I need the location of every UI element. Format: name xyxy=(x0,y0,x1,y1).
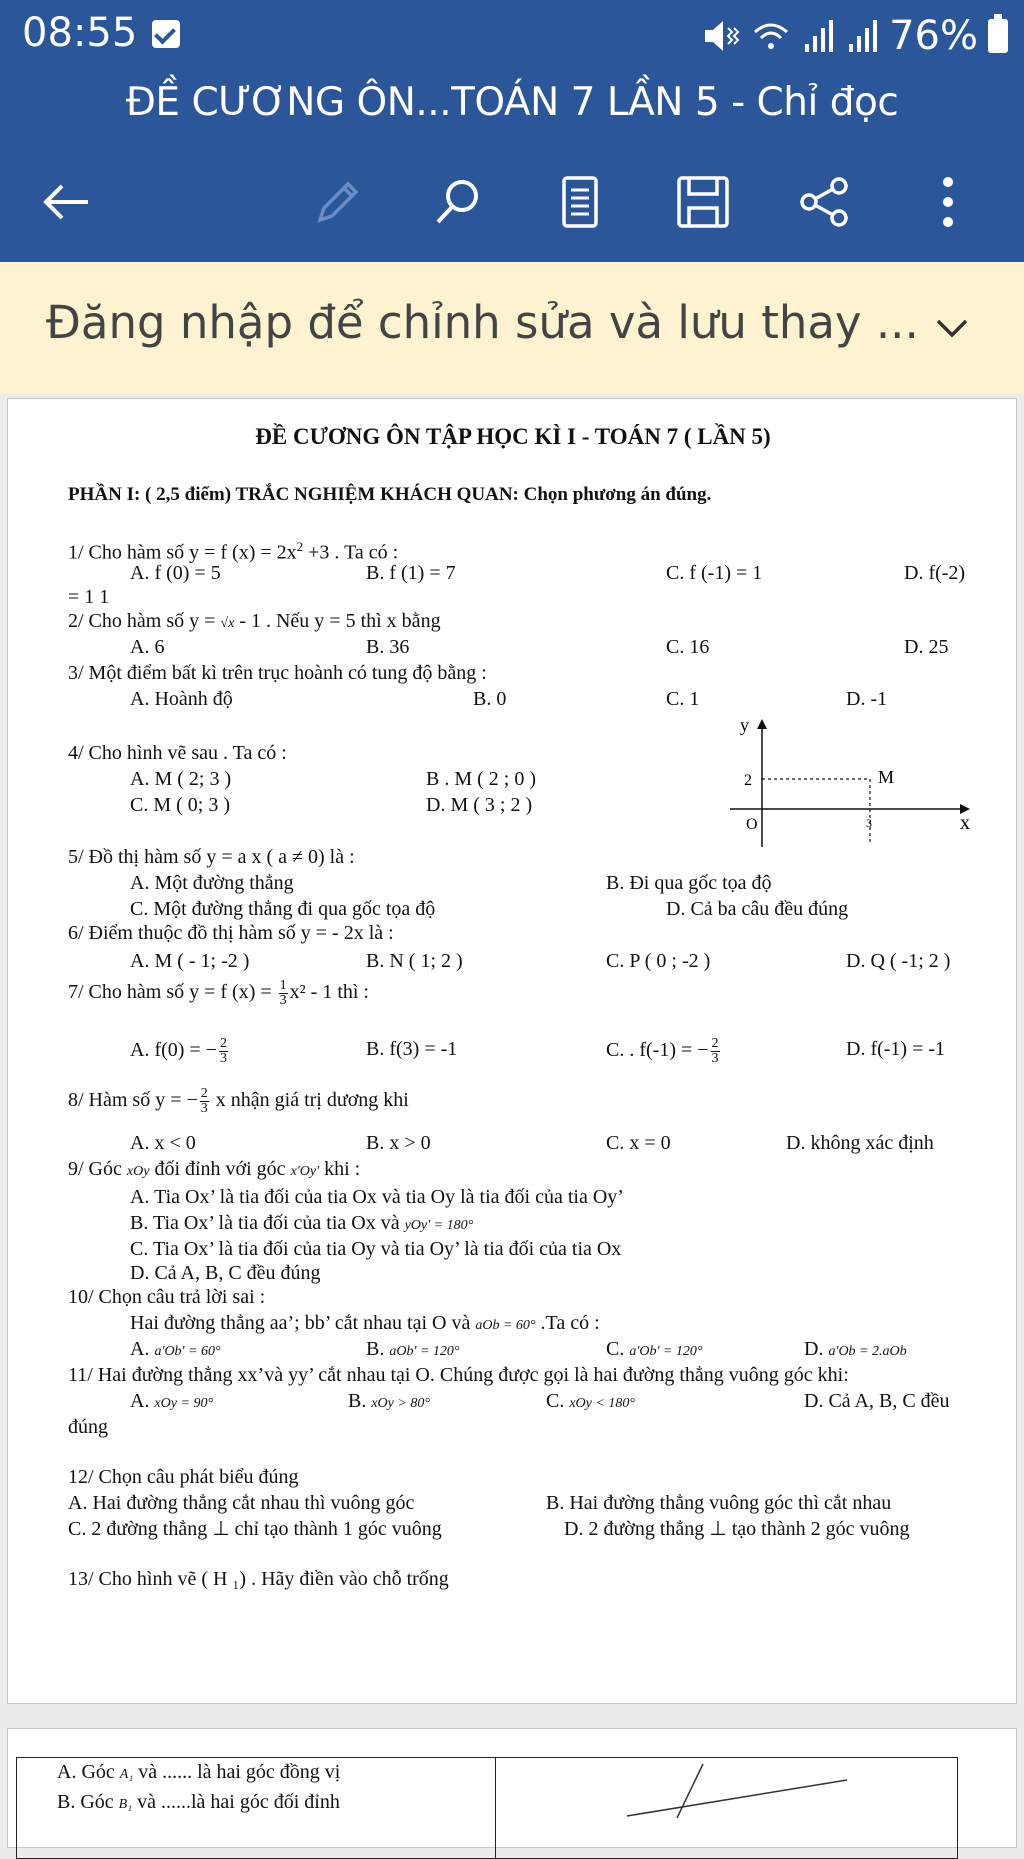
q1-text: 1/ Cho hàm số y = f $(x) = 2x^2 +3$ . Ta có : xyxy=(68,539,399,564)
search-button[interactable] xyxy=(418,162,498,242)
q1-option-d-cont: = 1 1 xyxy=(68,586,110,608)
q7-option-a: A. f(0) = − $\frac{2}{3}$ xyxy=(130,1036,227,1066)
q4-option-c: C. M ( 0; 3 ) xyxy=(130,794,230,816)
q10-line2: Hai đường thẳng aa’; bb’ cắt nhau tại O và aOb = 60° .Ta có : xyxy=(130,1312,600,1334)
q3-text: 3/ Một điểm bất kì trên trục hoành có tung độ bằng : xyxy=(68,662,487,684)
q4-text: 4/ Cho hình vẽ sau . Ta có : xyxy=(68,742,287,764)
save-button[interactable] xyxy=(663,162,743,242)
q9-option-b: B. Tia Ox’ là tia đối của tia Ox và yOy' = 180° xyxy=(130,1212,474,1234)
coordinate-graph xyxy=(728,717,978,847)
q12-text: 12/ Chọn câu phát biểu đúng xyxy=(68,1466,299,1488)
share-icon xyxy=(797,174,853,230)
figure-h1-partial xyxy=(617,1758,877,1818)
q5-option-d: D. Cả ba câu đều đúng xyxy=(666,898,849,920)
x-tick-label: 3 xyxy=(866,816,872,830)
q1-option-b: B. f (1) = 7 xyxy=(366,562,456,584)
q4-option-b: B . M ( 2 ; 0 ) xyxy=(426,768,536,790)
q3-option-c: C. 1 xyxy=(666,688,700,710)
sign-in-banner[interactable] xyxy=(0,262,1024,394)
app-bar xyxy=(0,72,1024,262)
q12-option-b: B. Hai đường thẳng vuông góc thì cắt nhau xyxy=(546,1492,892,1514)
x-label: x xyxy=(960,812,970,834)
q12-option-a: A. Hai đường thẳng cắt nhau thì vuông góc xyxy=(68,1492,415,1514)
toolbar xyxy=(0,162,1024,242)
q10-option-c: C. a'Ob' = 120° xyxy=(606,1338,703,1360)
q3-option-a: A. Hoành độ xyxy=(130,688,233,710)
q6-text: 6/ Điểm thuộc đồ thị hàm số y = - 2x là : xyxy=(68,922,394,944)
q1-option-a: A. f (0) = 5 xyxy=(130,562,221,584)
banner-expand-button[interactable] xyxy=(912,288,992,368)
q2-option-c: C. 16 xyxy=(666,636,710,658)
q10-option-a: A. a'Ob' = 60° xyxy=(130,1338,221,1360)
q9-option-a: A. Tia Ox’ là tia đối của tia Ox và tia Oy là tia đối của tia Oy’ xyxy=(130,1186,624,1208)
q4-option-a: A. M ( 2; 3 ) xyxy=(130,768,232,790)
table-row-b: B. Góc B₁ và ......là hai góc đối đỉnh xyxy=(57,1791,340,1813)
q7-text: 7/ Cho hàm số y = f (x) = $\frac{1}{3}$ x² - 1 thì : xyxy=(68,978,369,1008)
y-label: y xyxy=(740,717,749,735)
chevron-down-icon xyxy=(932,308,972,348)
wifi-icon xyxy=(751,16,791,56)
q1-option-d: D. f(-2) xyxy=(904,562,966,584)
q5-option-a: A. Một đường thẳng xyxy=(130,872,294,894)
notification-check-icon xyxy=(152,20,180,48)
q5-option-c: C. Một đường thẳng đi qua gốc tọa độ xyxy=(130,898,436,920)
back-arrow-icon xyxy=(38,174,94,230)
mute-icon xyxy=(701,16,741,56)
edit-button[interactable] xyxy=(296,162,376,242)
y-tick-label: 2 xyxy=(744,772,752,789)
q12-option-d: D. 2 đường thẳng ⊥ tạo thành 2 góc vuông xyxy=(564,1518,910,1540)
q6-option-d: D. Q ( -1; 2 ) xyxy=(846,950,951,972)
q3-option-b: B. 0 xyxy=(473,688,507,710)
q5-text: 5/ Đồ thị hàm số y = a x ( a ≠ 0) là : xyxy=(68,846,355,868)
system-icons xyxy=(701,8,1008,64)
more-options-button[interactable] xyxy=(908,162,988,242)
q3-option-d: D. -1 xyxy=(846,688,888,710)
origin-label: O xyxy=(746,816,758,833)
share-button[interactable] xyxy=(785,162,865,242)
battery-icon xyxy=(988,19,1008,53)
back-button[interactable] xyxy=(26,162,106,242)
status-time: 08:55 xyxy=(22,10,138,56)
signal-icon xyxy=(801,16,835,56)
q10-option-b: B. aOb' = 120° xyxy=(366,1338,460,1360)
q7-option-c: C. . f(-1) = − $\frac{2}{3}$ xyxy=(606,1036,719,1066)
q1-option-c: C. f (-1) = 1 xyxy=(666,562,763,584)
q2-option-b: B. 36 xyxy=(366,636,410,658)
q2-option-d: D. 25 xyxy=(904,636,949,658)
q6-option-c: C. P ( 0 ; -2 ) xyxy=(606,950,711,972)
q9-text: 9/ Góc xOy đối đỉnh với góc x'Oy' khi : xyxy=(68,1158,361,1180)
q11-option-a: A. xOy = 90° xyxy=(130,1390,214,1412)
document-page xyxy=(7,398,1017,1704)
q12-option-c: C. 2 đường thẳng ⊥ chỉ tạo thành 1 góc vuông xyxy=(68,1518,442,1540)
q4-option-d: D. M ( 3 ; 2 ) xyxy=(426,794,533,816)
q11-option-d: D. Cả A, B, C đều xyxy=(804,1390,950,1412)
battery-percent: 76% xyxy=(889,13,978,59)
q8-option-a: A. x < 0 xyxy=(130,1132,196,1154)
y-axis-arrow-icon xyxy=(757,719,767,729)
reading-view-button[interactable] xyxy=(540,162,620,242)
q11-text: 11/ Hai đường thẳng xx’và yy’ cắt nhau tại O. Chúng được gọi là hai đường thẳng vuông góc khi: xyxy=(68,1364,849,1386)
document-title: ĐỀ CƯƠNG ÔN...TOÁN 7 LẦN 5 - Chỉ đọc xyxy=(125,80,899,125)
part1-heading: PHẦN I: ( 2,5 điểm) TRẮC NGHIỆM KHÁCH QUAN: Chọn phương án đúng. xyxy=(68,484,712,505)
q11-option-b: B. xOy > 80° xyxy=(348,1390,430,1412)
q10-text: 10/ Chọn câu trả lời sai : xyxy=(68,1286,266,1308)
q6-option-b: B. N ( 1; 2 ) xyxy=(366,950,463,972)
q10-option-d: D. a'Ob = 2.aOb xyxy=(804,1338,907,1360)
save-icon xyxy=(673,172,733,232)
q5-option-b: B. Đi qua gốc tọa độ xyxy=(606,872,772,894)
search-icon xyxy=(430,174,486,230)
q11-option-d-cont: đúng xyxy=(68,1416,108,1438)
q8-option-c: C. x = 0 xyxy=(606,1132,671,1154)
q2-text: 2/ Cho hàm số y = √x - 1 . Nếu y = 5 thì x bằng xyxy=(68,610,441,632)
point-label: M xyxy=(878,767,895,787)
reading-view-icon xyxy=(552,174,608,230)
q2-option-a: A. 6 xyxy=(130,636,165,658)
q8-text: 8/ Hàm số y = − $\frac{2}{3}$ x nhận giá trị dương khi xyxy=(68,1086,409,1116)
more-options-icon xyxy=(933,174,963,230)
q8-option-b: B. x > 0 xyxy=(366,1132,431,1154)
fill-in-table xyxy=(16,1757,958,1859)
signal-icon-2 xyxy=(845,16,879,56)
status-bar xyxy=(0,0,1024,72)
q7-option-d: D. f(-1) = -1 xyxy=(846,1038,946,1060)
table-row-a: A. Góc A₁ và ...... là hai góc đồng vị xyxy=(57,1761,341,1783)
banner-message[interactable]: Đăng nhập để chỉnh sửa và lưu thay ... xyxy=(46,296,919,349)
pencil-icon xyxy=(308,174,364,230)
q8-option-d: D. không xác định xyxy=(786,1132,934,1154)
q13-text: 13/ Cho hình vẽ ( H ₁) . Hãy điền vào chỗ trống xyxy=(68,1568,449,1590)
q9-option-c: C. Tia Ox’ là tia đối của tia Oy và tia Oy’ là tia đối của tia Ox xyxy=(130,1238,622,1260)
q6-option-a: A. M ( - 1; -2 ) xyxy=(130,950,250,972)
q7-option-b: B. f(3) = -1 xyxy=(366,1038,458,1060)
doc-heading: ĐỀ CƯƠNG ÔN TẬP HỌC KÌ I - TOÁN 7 ( LẦN 5) xyxy=(255,424,771,449)
q11-option-c: C. xOy < 180° xyxy=(546,1390,635,1412)
document-page-2 xyxy=(7,1728,1017,1848)
table-divider xyxy=(495,1758,496,1858)
q9-option-d: D. Cả A, B, C đều đúng xyxy=(130,1262,321,1284)
